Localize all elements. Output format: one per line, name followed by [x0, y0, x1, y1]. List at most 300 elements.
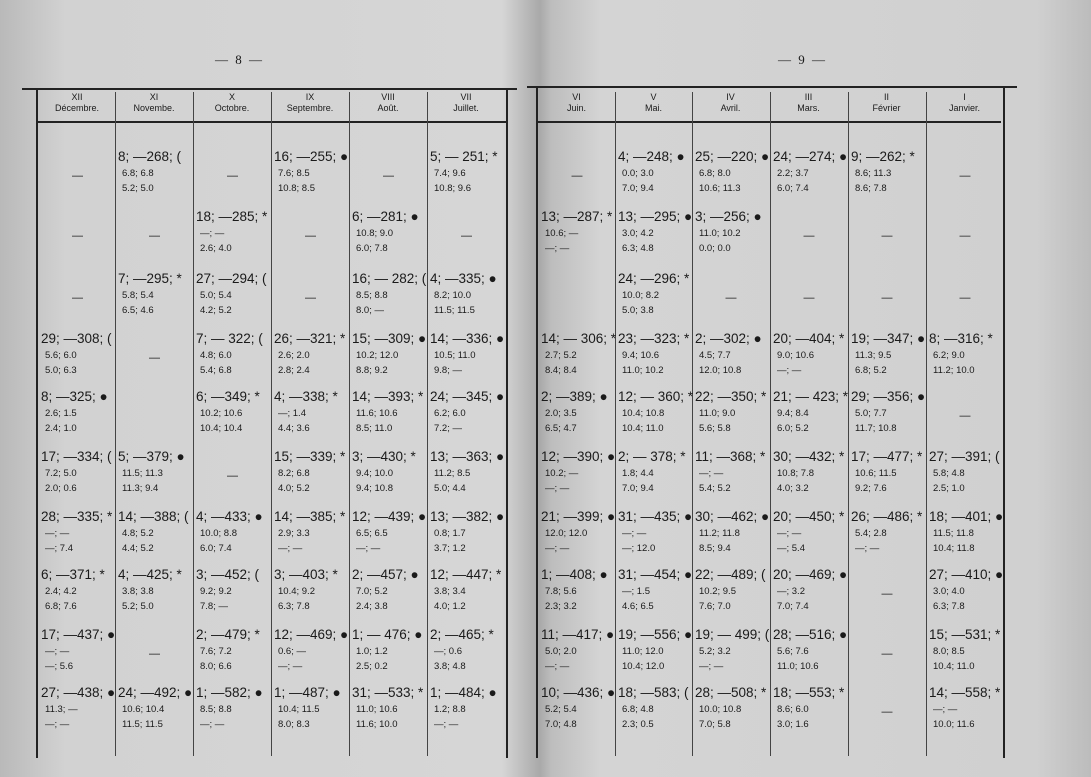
- cell-reading-2: 4.0; 5.2: [278, 483, 310, 494]
- table-cell: [695, 508, 771, 556]
- empty-cell-dash: —: [72, 230, 83, 242]
- cell-reading-1: 10.6; 10.4: [122, 704, 165, 715]
- cell-reading-2: —; —: [278, 661, 303, 672]
- table-cell: [352, 508, 428, 556]
- cell-reading-2: 8.5; 11.0: [356, 423, 393, 434]
- month-name: Mars.: [797, 103, 820, 113]
- cell-reading-2: 3.0; 1.6: [777, 719, 809, 730]
- cell-date-value: 24; —492; ●: [118, 685, 193, 700]
- empty-cell-dash: —: [881, 706, 893, 718]
- cell-date-value: 20; —450; *: [773, 509, 845, 524]
- cell-date-value: 4; —338; *: [274, 389, 338, 404]
- cell-date-value: 25; —220; ●: [695, 149, 770, 164]
- cell-reading-1: 2.7; 5.2: [545, 350, 577, 361]
- cell-date-value: 10; —436; ●: [541, 685, 616, 700]
- right-column-header: [538, 92, 615, 122]
- left-column-header: [38, 92, 116, 122]
- cell-date-value: 4; —335; ●: [430, 271, 497, 286]
- cell-reading-1: 6.8; 4.8: [622, 704, 654, 715]
- cell-reading-2: 5.0; 3.8: [622, 305, 654, 316]
- month-name: Octobre.: [214, 103, 250, 113]
- cell-reading-1: 5.8; 4.8: [933, 468, 965, 479]
- cell-date-value: 15; —339; *: [274, 449, 346, 464]
- cell-reading-1: 8.2; 10.0: [434, 290, 471, 301]
- table-cell: [695, 448, 771, 496]
- table-cell: [196, 626, 272, 674]
- month-name: Juillet.: [453, 103, 479, 113]
- left-column-header: [349, 92, 427, 122]
- cell-reading-2: —; 7.4: [45, 543, 73, 554]
- left-column-header: [271, 92, 349, 122]
- cell-date-value: 6; —281; ●: [352, 209, 419, 224]
- cell-reading-1: 9.0; 10.6: [777, 350, 814, 361]
- empty-cell-dash: —: [725, 292, 737, 304]
- table-cell: [430, 270, 506, 318]
- table-cell: [618, 684, 694, 732]
- cell-reading-1: —; —: [45, 528, 70, 539]
- cell-date-value: 28; —508; *: [695, 685, 767, 700]
- table-cell: [196, 208, 272, 256]
- cell-reading-1: 11.5; 11.3: [122, 468, 163, 479]
- cell-reading-2: 6.0; 5.2: [777, 423, 809, 434]
- cell-reading-2: —; —: [545, 661, 570, 672]
- cell-reading-1: 11.6; 10.6: [356, 408, 398, 419]
- table-cell: [929, 566, 1005, 614]
- cell-date-value: 5; — 251; *: [430, 149, 498, 164]
- cell-reading-2: —; —: [545, 243, 570, 254]
- cell-reading-2: 10.4; 10.4: [200, 423, 243, 434]
- table-cell: [41, 626, 117, 674]
- cell-reading-1: 8.2; 6.8: [278, 468, 310, 479]
- cell-reading-2: 2.3; 3.2: [545, 601, 577, 612]
- cell-reading-1: 11.2; 11.8: [699, 528, 740, 539]
- empty-cell-dash: —: [571, 170, 583, 182]
- cell-date-value: 15; —531; *: [929, 627, 1001, 642]
- cell-reading-1: 8.0; 8.5: [933, 646, 965, 657]
- cell-date-value: 11; —368; *: [695, 449, 766, 464]
- cell-reading-2: 10.4; 11.0: [622, 423, 664, 434]
- cell-date-value: 17; —334; (: [41, 449, 112, 464]
- cell-reading-1: 9.2; 9.2: [200, 586, 232, 597]
- cell-date-value: 1; —487; ●: [274, 685, 341, 700]
- table-cell: [274, 330, 350, 378]
- right-column-header: [770, 92, 847, 122]
- cell-date-value: 20; —469; ●: [773, 567, 848, 582]
- table-cell: [695, 684, 771, 732]
- cell-date-value: 8; —325; ●: [41, 389, 108, 404]
- cell-reading-1: 3.8; 3.4: [434, 586, 466, 597]
- cell-reading-2: 11.5; 11.5: [434, 305, 475, 316]
- cell-reading-1: —; 1.4: [278, 408, 306, 419]
- left-column-header: [427, 92, 505, 122]
- empty-cell-dash: —: [881, 230, 893, 242]
- cell-date-value: 22; —489; (: [695, 567, 766, 582]
- table-cell: [929, 448, 1005, 496]
- empty-cell-dash: —: [881, 588, 893, 600]
- cell-reading-2: 11.3; 9.4: [122, 483, 159, 494]
- cell-reading-1: —; —: [699, 468, 724, 479]
- month-roman-numeral: XII: [71, 92, 83, 102]
- right-column-header: [926, 92, 1003, 122]
- cell-reading-1: 9.4; 10.6: [622, 350, 659, 361]
- month-roman-numeral: IV: [726, 92, 735, 102]
- cell-date-value: 14; —385; *: [274, 509, 346, 524]
- table-cell: [695, 208, 771, 256]
- cell-reading-1: 10.2; 9.5: [699, 586, 736, 597]
- cell-date-value: 23; —323; *: [618, 331, 690, 346]
- table-cell: [118, 270, 194, 318]
- empty-cell-dash: —: [72, 292, 83, 304]
- cell-reading-2: 6.5; 4.7: [545, 423, 577, 434]
- cell-reading-2: 6.3; 4.8: [622, 243, 654, 254]
- table-cell: [618, 208, 694, 256]
- cell-date-value: 26; —486; *: [851, 509, 923, 524]
- cell-reading-1: 10.5; 11.0: [434, 350, 476, 361]
- cell-date-value: 4; —433; ●: [196, 509, 263, 524]
- cell-date-value: 19; —347; ●: [851, 331, 926, 346]
- table-cell: [929, 508, 1005, 556]
- cell-date-value: 31; —435; ●: [618, 509, 693, 524]
- cell-reading-1: 10.2; —: [545, 468, 579, 479]
- table-cell: [773, 684, 849, 732]
- cell-reading-2: 11.5; 11.5: [122, 719, 163, 730]
- table-cell: [851, 388, 927, 436]
- table-cell: [41, 566, 117, 614]
- cell-date-value: 19; —556; ●: [618, 627, 693, 642]
- cell-date-value: 2; —302; ●: [695, 331, 762, 346]
- table-cell: [352, 448, 428, 496]
- cell-date-value: 1; — 476; ●: [352, 627, 423, 642]
- cell-reading-1: 7.0; 5.2: [356, 586, 388, 597]
- right-gutter-border: [536, 88, 538, 758]
- cell-reading-2: 2.6; 4.0: [200, 243, 232, 254]
- cell-reading-2: 11.6; 10.0: [356, 719, 398, 730]
- cell-date-value: 13; —295; ●: [618, 209, 693, 224]
- cell-reading-1: —; —: [200, 228, 225, 239]
- cell-date-value: 27; —438; ●: [41, 685, 116, 700]
- cell-reading-1: 5.0; 5.4: [200, 290, 232, 301]
- cell-reading-1: 6.2; 6.0: [434, 408, 466, 419]
- cell-reading-2: 8.5; 9.4: [699, 543, 731, 554]
- cell-date-value: 12; — 360; *: [618, 389, 694, 404]
- table-cell: [352, 270, 428, 318]
- cell-reading-1: 7.8; 5.6: [545, 586, 577, 597]
- empty-cell-dash: —: [959, 230, 971, 242]
- empty-cell-dash: —: [461, 230, 472, 242]
- left-column-header: [115, 92, 193, 122]
- table-cell: [41, 684, 117, 732]
- cell-reading-2: 6.0; 7.4: [777, 183, 809, 194]
- cell-reading-2: 6.8; 7.6: [45, 601, 77, 612]
- cell-reading-1: 11.3; —: [45, 704, 78, 715]
- empty-cell-dash: —: [383, 170, 394, 182]
- month-name: Mai.: [644, 103, 662, 113]
- cell-date-value: 6; —349; *: [196, 389, 260, 404]
- cell-reading-2: —; —: [45, 719, 70, 730]
- table-cell: [274, 448, 350, 496]
- cell-reading-1: 3.0; 4.0: [933, 586, 965, 597]
- cell-reading-2: 9.2; 7.6: [855, 483, 887, 494]
- cell-date-value: 17; —477; *: [851, 449, 923, 464]
- table-cell: [541, 684, 617, 732]
- cell-reading-1: 5.8; 5.4: [122, 290, 154, 301]
- cell-date-value: 12; —439; ●: [352, 509, 427, 524]
- cell-date-value: 2; —389; ●: [541, 389, 608, 404]
- cell-date-value: 28; —335; *: [41, 509, 113, 524]
- cell-reading-1: 8.5; 8.8: [200, 704, 232, 715]
- table-cell: [618, 508, 694, 556]
- cell-reading-1: 10.4; 9.2: [278, 586, 315, 597]
- cell-reading-1: 5.6; 6.0: [45, 350, 77, 361]
- cell-reading-1: 10.8; 7.8: [777, 468, 814, 479]
- table-cell: [618, 330, 694, 378]
- table-cell: [196, 508, 272, 556]
- cell-reading-1: —; —: [45, 646, 70, 657]
- cell-date-value: 29; —356; ●: [851, 389, 926, 404]
- cell-reading-2: 2.8; 2.4: [278, 365, 310, 376]
- cell-reading-1: 10.2; 12.0: [356, 350, 399, 361]
- cell-reading-1: 4.8; 6.0: [200, 350, 232, 361]
- table-cell: [773, 388, 849, 436]
- cell-date-value: 8; —268; (: [118, 149, 182, 164]
- cell-date-value: 1; —484; ●: [430, 685, 497, 700]
- cell-reading-1: 7.4; 9.6: [434, 168, 466, 179]
- table-cell: [118, 566, 194, 614]
- cell-date-value: 1; —582; ●: [196, 685, 263, 700]
- cell-reading-2: 11.0; 10.2: [622, 365, 664, 376]
- cell-reading-1: 11.5; 11.8: [933, 528, 974, 539]
- left-border: [36, 90, 38, 758]
- cell-reading-1: 0.8; 1.7: [434, 528, 466, 539]
- cell-reading-1: 5.0; 7.7: [855, 408, 887, 419]
- cell-reading-1: —; —: [933, 704, 958, 715]
- cell-reading-2: —; —: [545, 483, 570, 494]
- table-cell: [118, 684, 194, 732]
- empty-cell-dash: —: [803, 292, 815, 304]
- cell-reading-2: 5.2; 5.0: [122, 601, 154, 612]
- cell-reading-2: 6.0; 7.8: [356, 243, 388, 254]
- empty-cell-dash: —: [149, 352, 160, 364]
- cell-date-value: 11; —417; ●: [541, 627, 615, 642]
- month-roman-numeral: III: [804, 92, 813, 102]
- cell-reading-2: 12.0; 10.8: [699, 365, 742, 376]
- cell-reading-1: 5.4; 2.8: [855, 528, 887, 539]
- cell-reading-1: 5.0; 2.0: [545, 646, 577, 657]
- cell-reading-2: 7.0; 9.4: [622, 483, 654, 494]
- cell-reading-1: 10.6; 11.5: [855, 468, 897, 479]
- cell-reading-1: 2.2; 3.7: [777, 168, 809, 179]
- empty-cell-dash: —: [149, 230, 160, 242]
- cell-reading-2: 10.8; 9.6: [434, 183, 471, 194]
- cell-reading-2: —; 5.4: [777, 543, 805, 554]
- cell-date-value: 3; —452; (: [196, 567, 260, 582]
- cell-date-value: 19; — 499; (: [695, 627, 770, 642]
- cell-date-value: 1; —408; ●: [541, 567, 608, 582]
- cell-date-value: 15; —309; ●: [352, 331, 427, 346]
- cell-reading-2: 10.8; 8.5: [278, 183, 315, 194]
- cell-reading-2: 5.6; 5.8: [699, 423, 731, 434]
- right-column-header: [615, 92, 692, 122]
- cell-reading-2: 2.0; 0.6: [45, 483, 77, 494]
- cell-reading-1: 1.8; 4.4: [622, 468, 654, 479]
- cell-reading-1: 10.0; 10.8: [699, 704, 742, 715]
- month-name: Janvier.: [948, 103, 981, 113]
- cell-reading-2: 8.8; 9.2: [356, 365, 388, 376]
- cell-date-value: 3; —256; ●: [695, 209, 762, 224]
- cell-reading-2: —; —: [777, 365, 802, 376]
- table-cell: [773, 330, 849, 378]
- empty-cell-dash: —: [959, 292, 971, 304]
- cell-date-value: 13; —382; ●: [430, 509, 505, 524]
- cell-reading-2: 10.6; 11.3: [699, 183, 741, 194]
- right-top-rule: [527, 86, 1017, 88]
- cell-date-value: 9; —262; *: [851, 149, 915, 164]
- cell-reading-1: —; —: [777, 528, 802, 539]
- cell-reading-2: 2.4; 1.0: [45, 423, 77, 434]
- cell-reading-2: 8.6; 7.8: [855, 183, 887, 194]
- page-number-left: — 8 —: [215, 52, 264, 67]
- cell-date-value: 27; —410; ●: [929, 567, 1004, 582]
- cell-date-value: 22; —350; *: [695, 389, 767, 404]
- table-cell: [851, 448, 927, 496]
- empty-cell-dash: —: [881, 292, 893, 304]
- cell-reading-1: —; 0.6: [434, 646, 462, 657]
- cell-reading-1: 2.0; 3.5: [545, 408, 577, 419]
- table-cell: [274, 148, 350, 196]
- cell-reading-2: 10.4; 11.8: [933, 543, 975, 554]
- month-roman-numeral: VIII: [381, 92, 395, 102]
- cell-reading-1: 7.2; 5.0: [45, 468, 77, 479]
- cell-date-value: 18; —583; (: [618, 685, 689, 700]
- cell-reading-1: 11.0; 12.0: [622, 646, 664, 657]
- month-name: Novembe.: [133, 103, 175, 113]
- cell-reading-2: 5.0; 6.3: [45, 365, 77, 376]
- cell-reading-1: —; 3.2: [777, 586, 805, 597]
- cell-reading-2: 10.4; 12.0: [622, 661, 665, 672]
- cell-reading-2: —; —: [855, 543, 880, 554]
- cell-reading-1: 10.4; 10.8: [622, 408, 665, 419]
- table-cell: [41, 448, 117, 496]
- cell-reading-1: 11.0; 10.6: [356, 704, 398, 715]
- cell-reading-2: 11.7; 10.8: [855, 423, 897, 434]
- cell-reading-2: 4.4; 5.2: [122, 543, 154, 554]
- month-roman-numeral: IX: [305, 92, 315, 102]
- month-roman-numeral: II: [883, 92, 889, 102]
- cell-reading-1: 11.0; 10.2: [699, 228, 741, 239]
- table-cell: [773, 148, 849, 196]
- cell-reading-2: 8.0; —: [356, 305, 384, 316]
- table-cell: [274, 508, 350, 556]
- table-cell: [274, 626, 350, 674]
- cell-date-value: 14; —388; (: [118, 509, 189, 524]
- empty-cell-dash: —: [149, 648, 160, 660]
- table-cell: [695, 148, 771, 196]
- cell-reading-1: 12.0; 12.0: [545, 528, 588, 539]
- table-cell: [41, 388, 117, 436]
- table-cell: [929, 330, 1005, 378]
- cell-reading-2: —; —: [278, 543, 303, 554]
- cell-reading-1: 5.2; 3.2: [699, 646, 731, 657]
- cell-date-value: 18; —285; *: [196, 209, 268, 224]
- table-cell: [352, 388, 428, 436]
- table-cell: [352, 566, 428, 614]
- cell-reading-1: 4.8; 5.2: [122, 528, 154, 539]
- table-cell: [41, 508, 117, 556]
- cell-date-value: 14; —558; *: [929, 685, 1001, 700]
- cell-date-value: 28; —516; ●: [773, 627, 848, 642]
- cell-reading-1: 8.6; 11.3: [855, 168, 892, 179]
- cell-date-value: 18; —553; *: [773, 685, 845, 700]
- cell-reading-1: 8.5; 8.8: [356, 290, 388, 301]
- table-cell: [773, 566, 849, 614]
- cell-reading-1: 7.6; 7.2: [200, 646, 232, 657]
- table-cell: [352, 208, 428, 256]
- table-cell: [196, 270, 272, 318]
- cell-reading-1: 0.6; —: [278, 646, 306, 657]
- table-cell: [118, 148, 194, 196]
- table-cell: [541, 566, 617, 614]
- table-cell: [352, 626, 428, 674]
- cell-reading-2: 6.3; 7.8: [933, 601, 965, 612]
- cell-date-value: 2; —479; *: [196, 627, 260, 642]
- cell-reading-1: 6.5; 6.5: [356, 528, 388, 539]
- cell-reading-1: 2.6; 2.0: [278, 350, 310, 361]
- cell-reading-2: —; —: [356, 543, 381, 554]
- cell-reading-1: 11.3; 9.5: [855, 350, 892, 361]
- cell-reading-2: 5.2; 5.0: [122, 183, 154, 194]
- left-column-header: [193, 92, 271, 122]
- cell-date-value: 24; —296; *: [618, 271, 690, 286]
- cell-reading-2: 4.2; 5.2: [200, 305, 232, 316]
- cell-reading-2: 7.2; —: [434, 423, 462, 434]
- month-roman-numeral: I: [963, 92, 966, 102]
- table-cell: [118, 508, 194, 556]
- table-cell: [851, 330, 927, 378]
- cell-reading-2: 8.0; 8.3: [278, 719, 310, 730]
- cell-date-value: 29; —308; (: [41, 331, 112, 346]
- table-cell: [541, 448, 617, 496]
- cell-reading-1: 2.9; 3.3: [278, 528, 310, 539]
- table-cell: [430, 448, 506, 496]
- cell-date-value: 21; — 423; *: [773, 389, 849, 404]
- table-cell: [196, 566, 272, 614]
- cell-reading-2: 6.0; 7.4: [200, 543, 232, 554]
- table-cell: [196, 684, 272, 732]
- table-cell: [851, 508, 927, 556]
- empty-cell-dash: —: [227, 470, 238, 482]
- table-cell: [695, 626, 771, 674]
- table-cell: [430, 388, 506, 436]
- month-roman-numeral: VII: [460, 92, 472, 102]
- month-roman-numeral: X: [228, 92, 235, 102]
- table-cell: [118, 448, 194, 496]
- cell-reading-2: 2.4; 3.8: [356, 601, 388, 612]
- empty-cell-dash: —: [305, 230, 316, 242]
- cell-date-value: 14; — 306; *: [541, 331, 617, 346]
- cell-reading-1: 10.8; 9.0: [356, 228, 393, 239]
- cell-date-value: 7; — 322; (: [196, 331, 263, 346]
- empty-cell-dash: —: [227, 170, 238, 182]
- cell-reading-1: 6.2; 9.0: [933, 350, 965, 361]
- cell-reading-2: 8.4; 8.4: [545, 365, 577, 376]
- cell-date-value: 18; —401; ●: [929, 509, 1004, 524]
- cell-reading-2: —; 12.0: [622, 543, 656, 554]
- cell-date-value: 12; —469; ●: [274, 627, 349, 642]
- cell-date-value: 24; —345; ●: [430, 389, 505, 404]
- cell-reading-2: 5.0; 4.4: [434, 483, 466, 494]
- cell-reading-1: 9.4; 10.0: [356, 468, 393, 479]
- table-cell: [773, 448, 849, 496]
